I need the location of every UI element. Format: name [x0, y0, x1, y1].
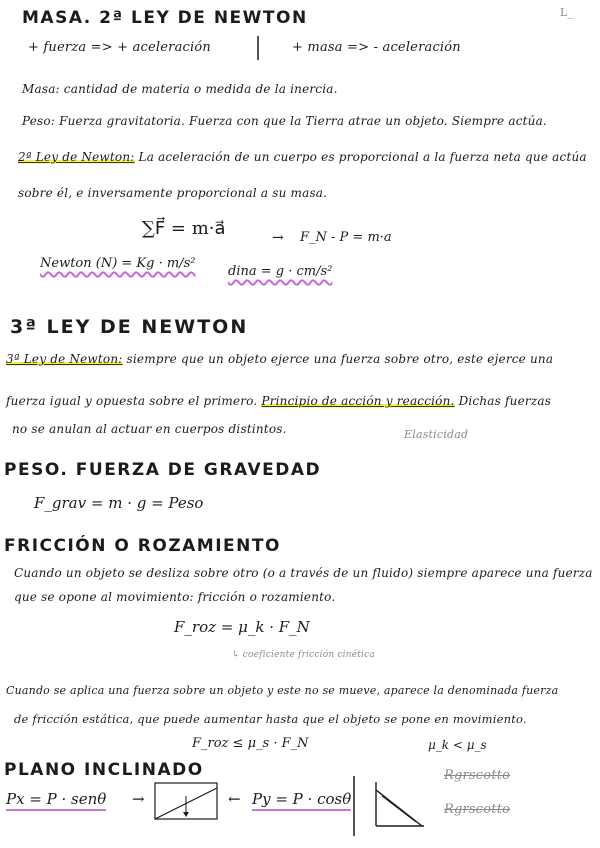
divider-line [256, 36, 260, 60]
third-law-heading: 3ª LEY DE NEWTON [10, 316, 249, 338]
scribble-2: Rgrscotto [444, 802, 511, 817]
kinetic-friction-formula: F_roz = μ_k · F_N [174, 618, 310, 636]
py-formula: Py = P · cosθ [252, 790, 351, 811]
action-reaction-principle: Principio de acción y reacción. [261, 394, 455, 408]
force-acceleration-relation: + fuerza => + aceleración [28, 40, 211, 55]
incline-box-sketch [154, 782, 220, 822]
second-law-text-2: sobre él, e inversamente proporcional a su masa. [18, 186, 328, 200]
friction-heading: FRICCIÓN O ROZAMIENTO [4, 536, 281, 556]
mass-acceleration-relation: + masa => - aceleración [292, 40, 461, 55]
newton-unit: Newton (N) = Kg · m/s² [40, 256, 196, 271]
second-law-text-1: La aceleración de un cuerpo es proporcional a la fuerza neta que actúa [138, 150, 587, 164]
friction-text-4: de fricción estática, que puede aumentar hasta que el objeto se pone en movimiento. [14, 712, 527, 726]
third-law-text-2a: fuerza igual y opuesta sobre el primero. [6, 394, 258, 408]
px-arrow: → [132, 790, 145, 808]
peso-definition: Peso: Fuerza gravitatoria. Fuerza con que la Tierra atrae un objeto. Siempre actúa. [22, 114, 547, 128]
corner-note: L_ [560, 6, 573, 19]
third-law-label: 3ª Ley de Newton: [6, 352, 123, 366]
formula-arrow: → [272, 230, 284, 246]
py-arrow: ← [228, 790, 241, 808]
incline-triangle-sketch [372, 782, 428, 830]
masa-definition: Masa: cantidad de materia o medida de la inercia. [22, 82, 338, 96]
weight-heading: PESO. FUERZA DE GRAVEDAD [4, 460, 322, 480]
friction-coefficient-comparison: μ_k < μ_s [428, 738, 487, 752]
incline-heading: PLANO INCLINADO [4, 760, 204, 780]
third-law-text-2c: Dichas fuerzas [458, 394, 552, 408]
section-divider [352, 776, 356, 836]
dina-unit: dina = g · cm/s² [228, 264, 333, 279]
page-title: MASA. 2ª LEY DE NEWTON [22, 8, 308, 28]
normal-force-formula: F_N - P = m·a [300, 230, 392, 245]
kinetic-coefficient-note: ↳ coeficiente fricción cinética [232, 650, 375, 660]
third-law-text-1: siempre que un objeto ejerce una fuerza sobre otro, este ejerce una [126, 352, 554, 366]
elasticidad-note: Elasticidad [404, 428, 469, 441]
third-law-text-3: no se anulan al actuar en cuerpos distintos. [12, 422, 287, 436]
friction-text-1: Cuando un objeto se desliza sobre otro (o a través de un fluido) siempre aparece una fuerza [14, 566, 593, 580]
weight-formula: F_grav = m · g = Peso [34, 494, 204, 512]
friction-text-2: que se opone al movimiento: fricción o rozamiento. [14, 590, 336, 604]
static-friction-formula: F_roz ≤ μ_s · F_N [192, 736, 309, 751]
px-formula: Px = P · senθ [6, 790, 106, 811]
scribble-1: Rgrscotto [444, 768, 511, 783]
second-law-formula: ∑F⃗ = m·a⃗ [142, 218, 226, 239]
second-law-label: 2ª Ley de Newton: [18, 150, 135, 164]
friction-text-3: Cuando se aplica una fuerza sobre un objeto y este no se mueve, aparece la denominada fuerza [6, 684, 559, 697]
